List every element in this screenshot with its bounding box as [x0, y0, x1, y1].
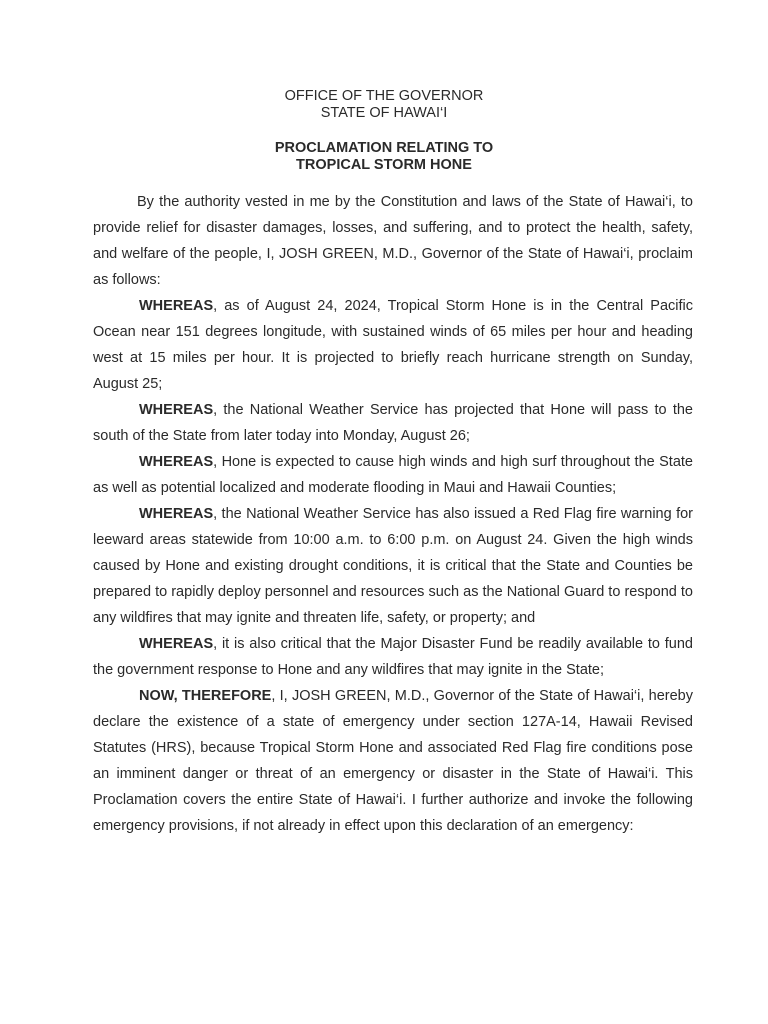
office-line: OFFICE OF THE GOVERNOR [284, 88, 484, 104]
paragraph-text: By the authority vested in me by the Constitution and laws of the State of Hawai‘i, to provide relief for disaster damages, losses, and suffering, and to protect the health, safety, and welfare of the people, I, JOSH GREEN, M.D., Governor of the State of Hawai‘i, proclaim as follows: [93, 194, 693, 288]
title-line-2: TROPICAL STORM HONE [296, 157, 472, 173]
paragraph-lead: WHEREAS [139, 402, 214, 418]
whereas-paragraph-3 [93, 449, 693, 501]
paragraph-lead: WHEREAS [139, 636, 214, 652]
paragraph-text: , the National Weather Service has also issued a Red Flag fire warning for leeward areas statewide from 10:00 a.m. to 6:00 p.m. on August 24. Given the high winds caused by Hone and existing drought conditions, it is critical that the State and Counties be prepared to rapidly deploy personnel and resources such as the National Guard to respond to any wildfires that may ignite and threaten life, safety, or property; and [93, 506, 693, 626]
paragraph-text: , it is also critical that the Major Disaster Fund be readily available to fund the government response to Hone and any wildfires that may ignite in the State; [93, 636, 693, 678]
paragraph-text: , the National Weather Service has projected that Hone will pass to the south of the State from later today into Monday, August 26; [93, 402, 693, 444]
whereas-paragraph-5 [93, 631, 693, 683]
intro-paragraph [93, 189, 693, 293]
paragraph-lead: WHEREAS [139, 454, 214, 470]
paragraph-text: , as of August 24, 2024, Tropical Storm Hone is in the Central Pacific Ocean near 151 degrees longitude, with sustained winds of 65 miles per hour and heading west at 15 miles per hour. It is projected to briefly reach hurricane strength on Sunday, August 25; [93, 298, 693, 392]
whereas-paragraph-2 [93, 397, 693, 449]
state-line: STATE OF HAWAI‘I [320, 105, 448, 121]
paragraph-lead: WHEREAS [139, 298, 214, 314]
paragraph-text: , Hone is expected to cause high winds and high surf throughout the State as well as potential localized and moderate flooding in Maui and Hawaii Counties; [93, 454, 693, 496]
whereas-paragraph-1 [93, 293, 693, 397]
paragraph-lead: NOW, THEREFORE [139, 688, 272, 704]
title-line-1: PROCLAMATION RELATING TO [274, 140, 494, 156]
proclamation-body [93, 189, 693, 839]
paragraph-lead: WHEREAS [139, 506, 214, 522]
now-therefore-paragraph [93, 683, 693, 839]
proclamation-title [0, 140, 768, 174]
document-header [0, 88, 768, 122]
whereas-paragraph-4 [93, 501, 693, 631]
paragraph-text: , I, JOSH GREEN, M.D., Governor of the State of Hawai‘i, hereby declare the existence of a state of emergency under section 127A-14, Hawaii Revised Statutes (HRS), because Tropical Storm Hone and associated Red Flag fire conditions pose an imminent danger or threat of an emergency or disaster in the State of Hawai‘i. This Proclamation covers the entire State of Hawai‘i. I further authorize and invoke the following emergency provisions, if not already in effect upon this declaration of an emergency: [93, 688, 693, 834]
